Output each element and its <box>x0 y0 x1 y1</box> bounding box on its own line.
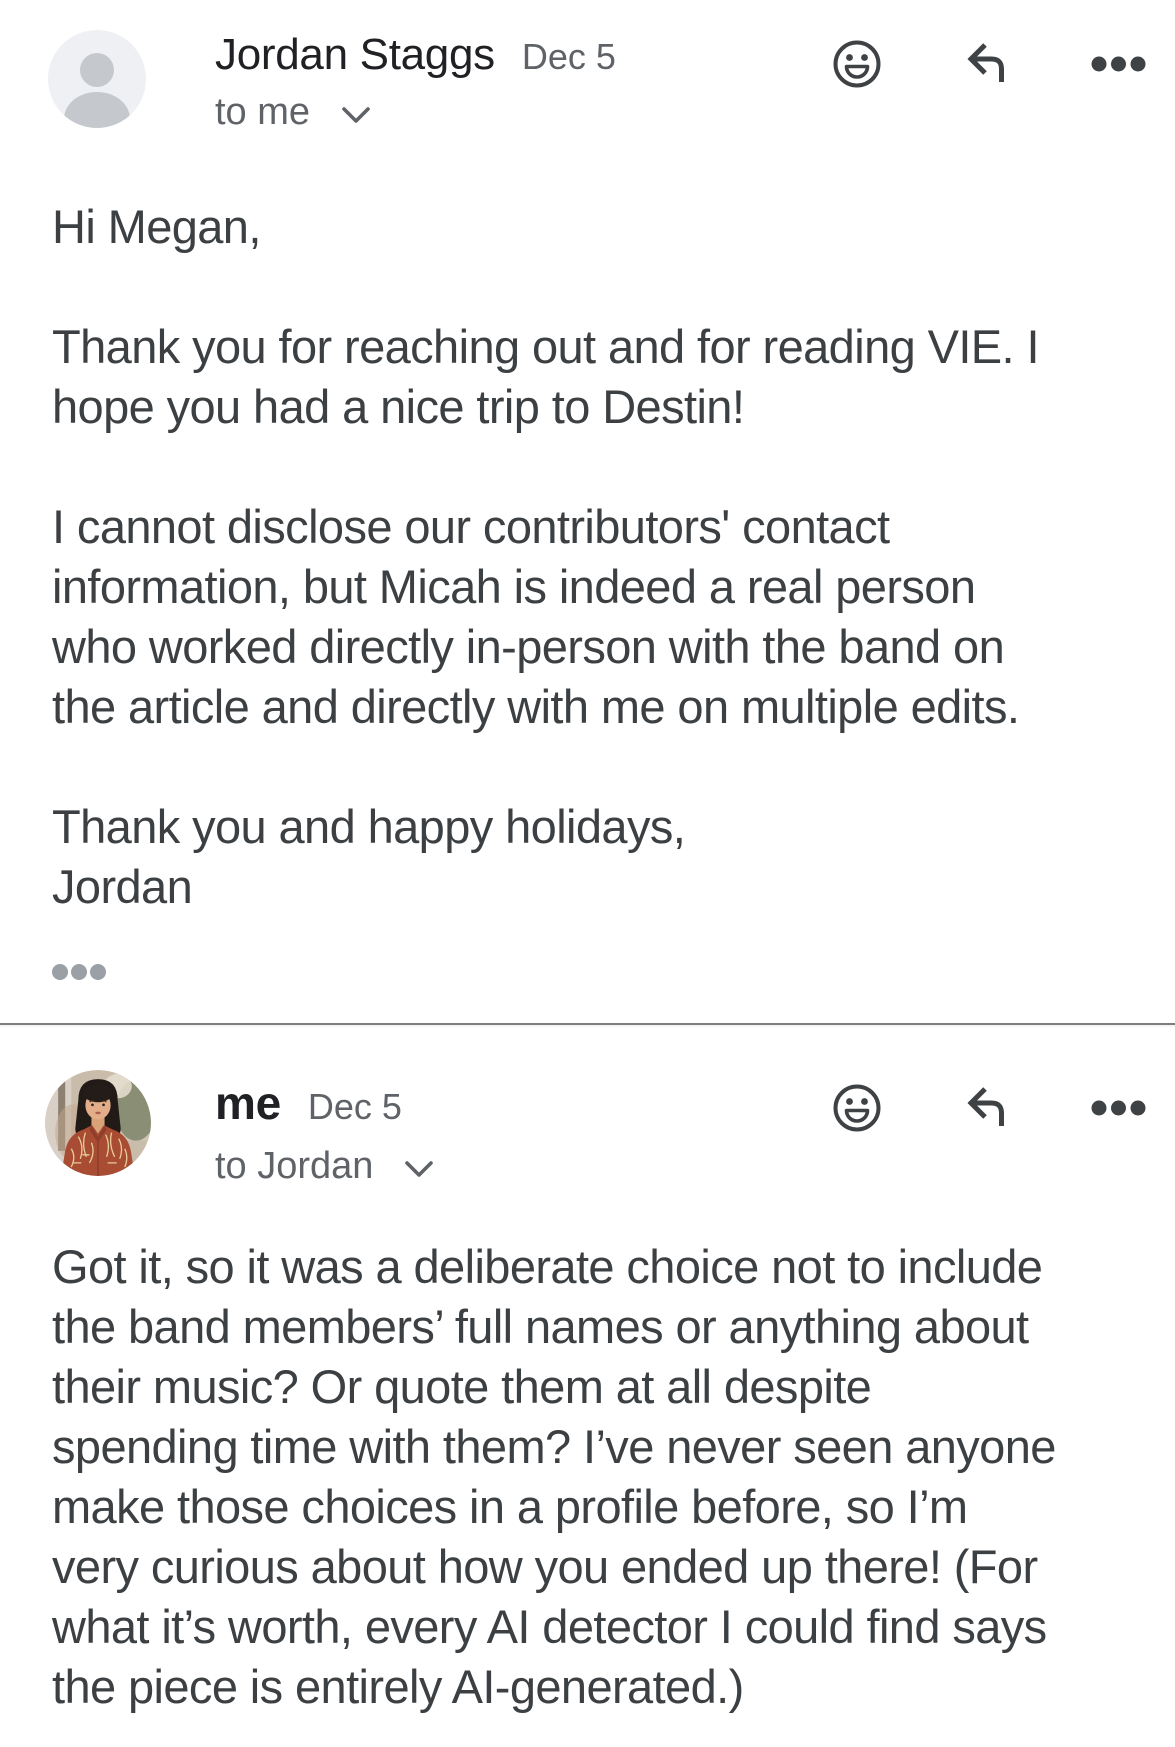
message-body <box>52 197 1152 917</box>
body-paragraph <box>52 497 1152 737</box>
body-line: spending time with them? I’ve never seen anyone <box>52 1420 1056 1473</box>
recipient-label: to Jordan <box>215 1144 374 1187</box>
more-options-icon <box>1090 36 1146 92</box>
sender-name: me <box>215 1077 281 1129</box>
body-line: the piece is entirely AI-generated.) <box>52 1660 744 1713</box>
message-date: Dec 5 <box>521 36 616 77</box>
body-line: information, but Micah is indeed a real person <box>52 560 976 613</box>
body-paragraph <box>52 317 1152 437</box>
sender-avatar[interactable] <box>48 30 146 128</box>
message-header <box>215 1076 402 1130</box>
reply-button[interactable] <box>960 1080 1016 1136</box>
more-options-icon <box>1090 1080 1146 1136</box>
recipient-details-toggle[interactable] <box>215 1142 435 1190</box>
body-line: Hi Megan, <box>52 200 261 253</box>
reply-icon <box>960 36 1016 92</box>
message-header <box>215 30 616 80</box>
user-photo <box>45 1070 151 1176</box>
body-line: very curious about how you ended up there! (For <box>52 1540 1038 1593</box>
body-line: hope you had a nice trip to Destin! <box>52 380 745 433</box>
body-line: Thank you and happy holidays, <box>52 800 686 853</box>
emoji-reaction-icon <box>829 36 885 92</box>
trimmed-dot <box>90 964 106 980</box>
body-line: I cannot disclose our contributors' contact <box>52 500 890 553</box>
body-line: Got it, so it was a deliberate choice not to include <box>52 1240 1043 1293</box>
body-paragraph <box>52 197 1152 257</box>
trimmed-dot <box>71 964 87 980</box>
reply-icon <box>960 1080 1016 1136</box>
emoji-reaction-button[interactable] <box>829 1080 885 1136</box>
body-line: Thank you for reaching out and for reading VIE. I <box>52 320 1039 373</box>
chevron-down-icon <box>340 105 372 125</box>
body-line: their music? Or quote them at all despite <box>52 1360 872 1413</box>
body-paragraph <box>52 797 1152 917</box>
recipient-details-toggle[interactable] <box>215 88 372 136</box>
chevron-down-icon <box>403 1159 435 1179</box>
reply-button[interactable] <box>960 36 1016 92</box>
body-line: make those choices in a profile before, so I’m <box>52 1480 968 1533</box>
body-line: the article and directly with me on multiple edits. <box>52 680 1020 733</box>
emoji-reaction-icon <box>829 1080 885 1136</box>
emoji-reaction-button[interactable] <box>829 36 885 92</box>
body-line: what it’s worth, every AI detector I could find says <box>52 1600 1047 1653</box>
more-options-button[interactable] <box>1090 36 1146 92</box>
recipient-label: to me <box>215 90 311 133</box>
body-line: who worked directly in-person with the band on <box>52 620 1005 673</box>
show-trimmed-content-button[interactable] <box>52 962 106 982</box>
body-line: Jordan <box>52 860 193 913</box>
message-date: Dec 5 <box>307 1086 402 1127</box>
trimmed-dot <box>52 964 68 980</box>
sender-avatar-photo[interactable] <box>45 1070 151 1176</box>
message-divider <box>0 1023 1175 1025</box>
body-paragraph <box>52 1237 1152 1717</box>
person-placeholder-icon <box>48 30 146 128</box>
message-body <box>52 1237 1152 1717</box>
sender-name: Jordan Staggs <box>215 30 495 79</box>
more-options-button[interactable] <box>1090 1080 1146 1136</box>
body-line: the band members’ full names or anything about <box>52 1300 1029 1353</box>
